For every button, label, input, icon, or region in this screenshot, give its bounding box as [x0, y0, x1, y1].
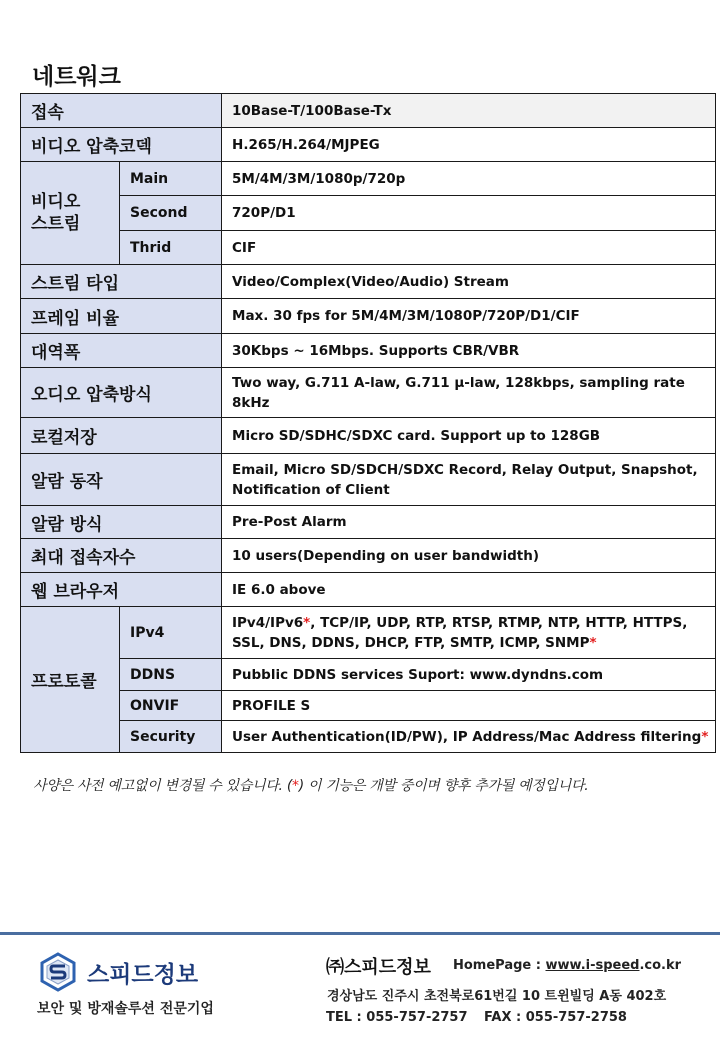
table-row	[21, 196, 716, 231]
table-row	[21, 299, 716, 334]
ipv4-value-b: , TCP/IP, UDP, RTP, RTSP, RTMP, NTP, HTTP, HTTPS, SSL, DNS, DDNS, DHCP, FTP, SMTP, ICMP, SNMP	[232, 614, 688, 651]
row-value-ipv4	[222, 607, 716, 659]
table-row	[21, 659, 716, 691]
snmp-mark: *	[589, 634, 597, 651]
row-value-stream-type: Video/Complex(Video/Audio) Stream	[222, 265, 716, 299]
company-logo-icon	[38, 952, 78, 992]
table-row	[21, 265, 716, 299]
row-value-main: 5M/4M/3M/1080p/720p	[222, 162, 716, 196]
row-label-protocol: 프로토콜	[21, 607, 120, 753]
company-name: ㈜스피드정보	[326, 957, 431, 978]
row-label-stream: 비디오 스트림	[21, 162, 120, 265]
footnote-mark: *	[292, 778, 299, 794]
row-value-third: CIF	[222, 231, 716, 265]
row-label-bandwidth: 대역폭	[21, 334, 222, 368]
table-row	[21, 94, 716, 128]
table-row	[21, 506, 716, 539]
row-value-bandwidth: 30Kbps ~ 16Mbps. Supports CBR/VBR	[222, 334, 716, 368]
row-value-alarm-method: Pre-Post Alarm	[222, 506, 716, 539]
row-label-alarm-method: 알람 방식	[21, 506, 222, 539]
row-value-codec: H.265/H.264/MJPEG	[222, 128, 716, 162]
row-value-connection: 10Base-T/100Base-Tx	[222, 94, 716, 128]
homepage-link[interactable]: www.i-speed	[545, 958, 640, 973]
row-value-storage: Micro SD/SDHC/SDXC card. Support up to 128GB	[222, 418, 716, 454]
sub-label-third: Thrid	[120, 231, 222, 265]
row-value-browser: IE 6.0 above	[222, 573, 716, 607]
row-value-second: 720P/D1	[222, 196, 716, 231]
sub-label-onvif: ONVIF	[120, 691, 222, 721]
table-row	[21, 607, 716, 659]
row-label-connection: 접속	[21, 94, 222, 128]
logo-text: 스피드정보	[87, 962, 199, 988]
company-address: 경상남도 진주시 초전북로61번길 10 트윈빌딩 A동 402호	[327, 989, 667, 1004]
security-mark: *	[701, 728, 709, 745]
row-value-alarm-action: Email, Micro SD/SDCH/SDXC Record, Relay Output, Snapshot, Notification of Client	[222, 454, 716, 506]
row-value-ddns: Pubblic DDNS services Suport: www.dyndns.com	[222, 659, 716, 691]
table-row	[21, 128, 716, 162]
homepage-suffix: .co.kr	[639, 958, 682, 973]
footnote	[33, 775, 588, 795]
table-row	[21, 231, 716, 265]
row-label-alarm-action: 알람 동작	[21, 454, 222, 506]
row-value-max-users: 10 users(Depending on user bandwidth)	[222, 539, 716, 573]
table-row	[21, 368, 716, 418]
row-value-security	[222, 721, 716, 753]
ipv4-value-a: IPv4/IPv6	[232, 614, 304, 631]
ipv6-mark: *	[303, 614, 311, 631]
footnote-part-a: 사양은 사전 예고없이 변경될 수 있습니다. (	[33, 778, 293, 794]
sub-label-ipv4: IPv4	[120, 607, 222, 659]
table-row	[21, 573, 716, 607]
company-slogan: 보안 및 방재솔루션 전문기업	[37, 1001, 214, 1017]
row-label-storage: 로컬저장	[21, 418, 222, 454]
row-value-onvif: PROFILE S	[222, 691, 716, 721]
row-label-browser: 웹 브라우저	[21, 573, 222, 607]
sub-label-security: Security	[120, 721, 222, 753]
sub-label-second: Second	[120, 196, 222, 231]
company-fax: FAX : 055-757-2758	[484, 1010, 627, 1025]
table-row	[21, 418, 716, 454]
row-label-max-users: 최대 접속자수	[21, 539, 222, 573]
spec-table	[20, 93, 716, 753]
footer-divider	[0, 932, 720, 935]
row-value-audio: Two way, G.711 A-law, G.711 µ-law, 128kbps, sampling rate 8kHz	[222, 368, 716, 418]
security-value: User Authentication(ID/PW), IP Address/Mac Address filtering	[232, 728, 702, 745]
company-tel: TEL : 055-757-2757	[326, 1010, 468, 1025]
row-value-frame-rate: Max. 30 fps for 5M/4M/3M/1080P/720P/D1/CIF	[222, 299, 716, 334]
sub-label-ddns: DDNS	[120, 659, 222, 691]
sub-label-main: Main	[120, 162, 222, 196]
row-label-codec: 비디오 압축코덱	[21, 128, 222, 162]
row-label-audio: 오디오 압축방식	[21, 368, 222, 418]
row-label-stream-type: 스트림 타입	[21, 265, 222, 299]
page-title: 네트워크	[32, 64, 121, 90]
homepage	[453, 958, 681, 973]
table-row	[21, 691, 716, 721]
row-label-frame-rate: 프레임 비율	[21, 299, 222, 334]
table-row	[21, 334, 716, 368]
table-row	[21, 162, 716, 196]
table-row	[21, 539, 716, 573]
homepage-label: HomePage :	[453, 958, 546, 973]
table-row	[21, 721, 716, 753]
table-row	[21, 454, 716, 506]
footnote-part-b: ) 이 기능은 개발 중이며 향후 추가될 예정입니다.	[298, 778, 589, 794]
